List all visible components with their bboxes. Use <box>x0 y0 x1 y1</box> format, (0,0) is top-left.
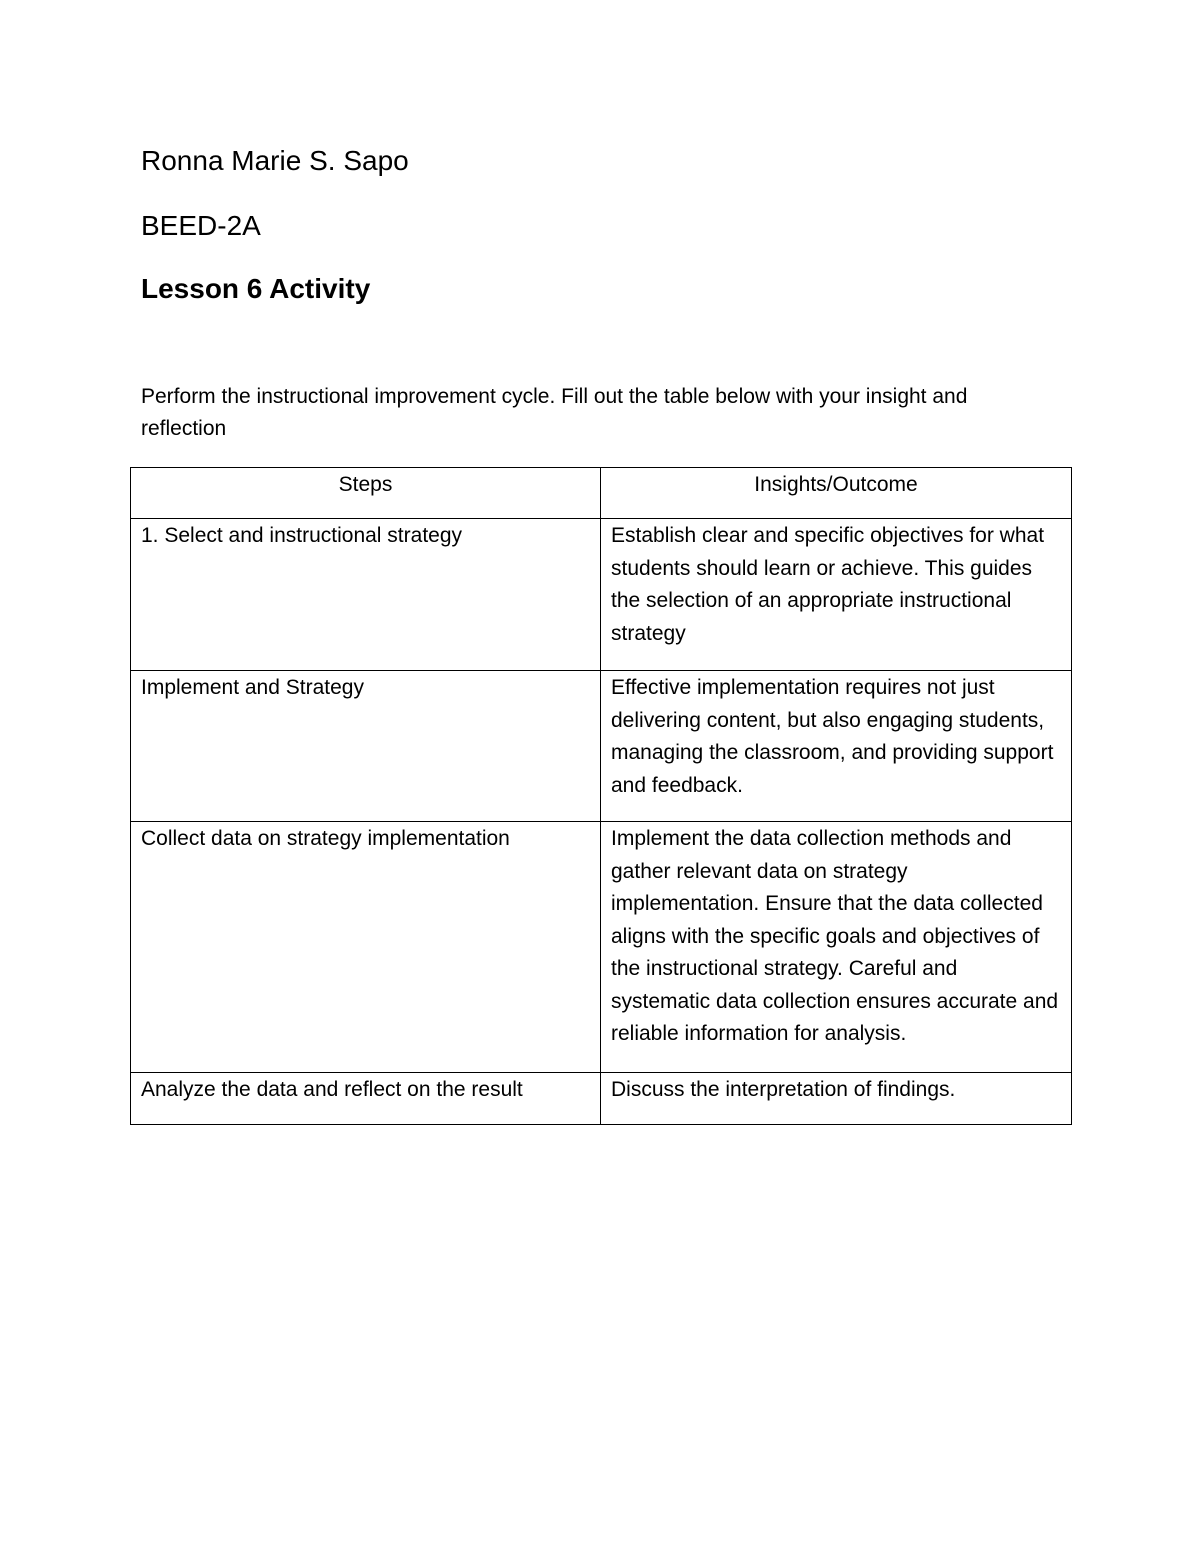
step-cell: Collect data on strategy implementation <box>131 822 601 1073</box>
column-header-insights: Insights/Outcome <box>601 468 1072 519</box>
student-name: Ronna Marie S. Sapo <box>141 145 409 176</box>
table-row <box>131 1073 1072 1125</box>
insight-cell: Establish clear and specific objectives for what students should learn or achieve. This guides the selection of an appropriate instructional strategy <box>601 519 1072 671</box>
insight-cell: Implement the data collection methods and gather relevant data on strategy implementation. Ensure that the data collected aligns with the specific goals and objectives of the instructional strategy. Careful and systematic data collection ensures accurate and reliable information for analysis. <box>601 822 1072 1073</box>
table-row <box>131 822 1072 1073</box>
table-header-row <box>131 468 1072 519</box>
step-cell: Implement and Strategy <box>131 671 601 822</box>
column-header-steps: Steps <box>131 468 601 519</box>
step-cell: Analyze the data and reflect on the result <box>131 1073 601 1125</box>
improvement-cycle-table <box>130 467 1072 1125</box>
table-row <box>131 671 1072 822</box>
table-row <box>131 519 1072 671</box>
activity-title: Lesson 6 Activity <box>141 273 371 304</box>
class-section: BEED-2A <box>141 210 261 241</box>
insight-cell: Effective implementation requires not just delivering content, but also engaging students, managing the classroom, and providing support and feedback. <box>601 671 1072 822</box>
step-cell: 1. Select and instructional strategy <box>131 519 601 671</box>
insight-cell: Discuss the interpretation of findings. <box>601 1073 1072 1125</box>
instructions-text: Perform the instructional improvement cycle. Fill out the table below with your insight and reflection <box>141 385 968 440</box>
